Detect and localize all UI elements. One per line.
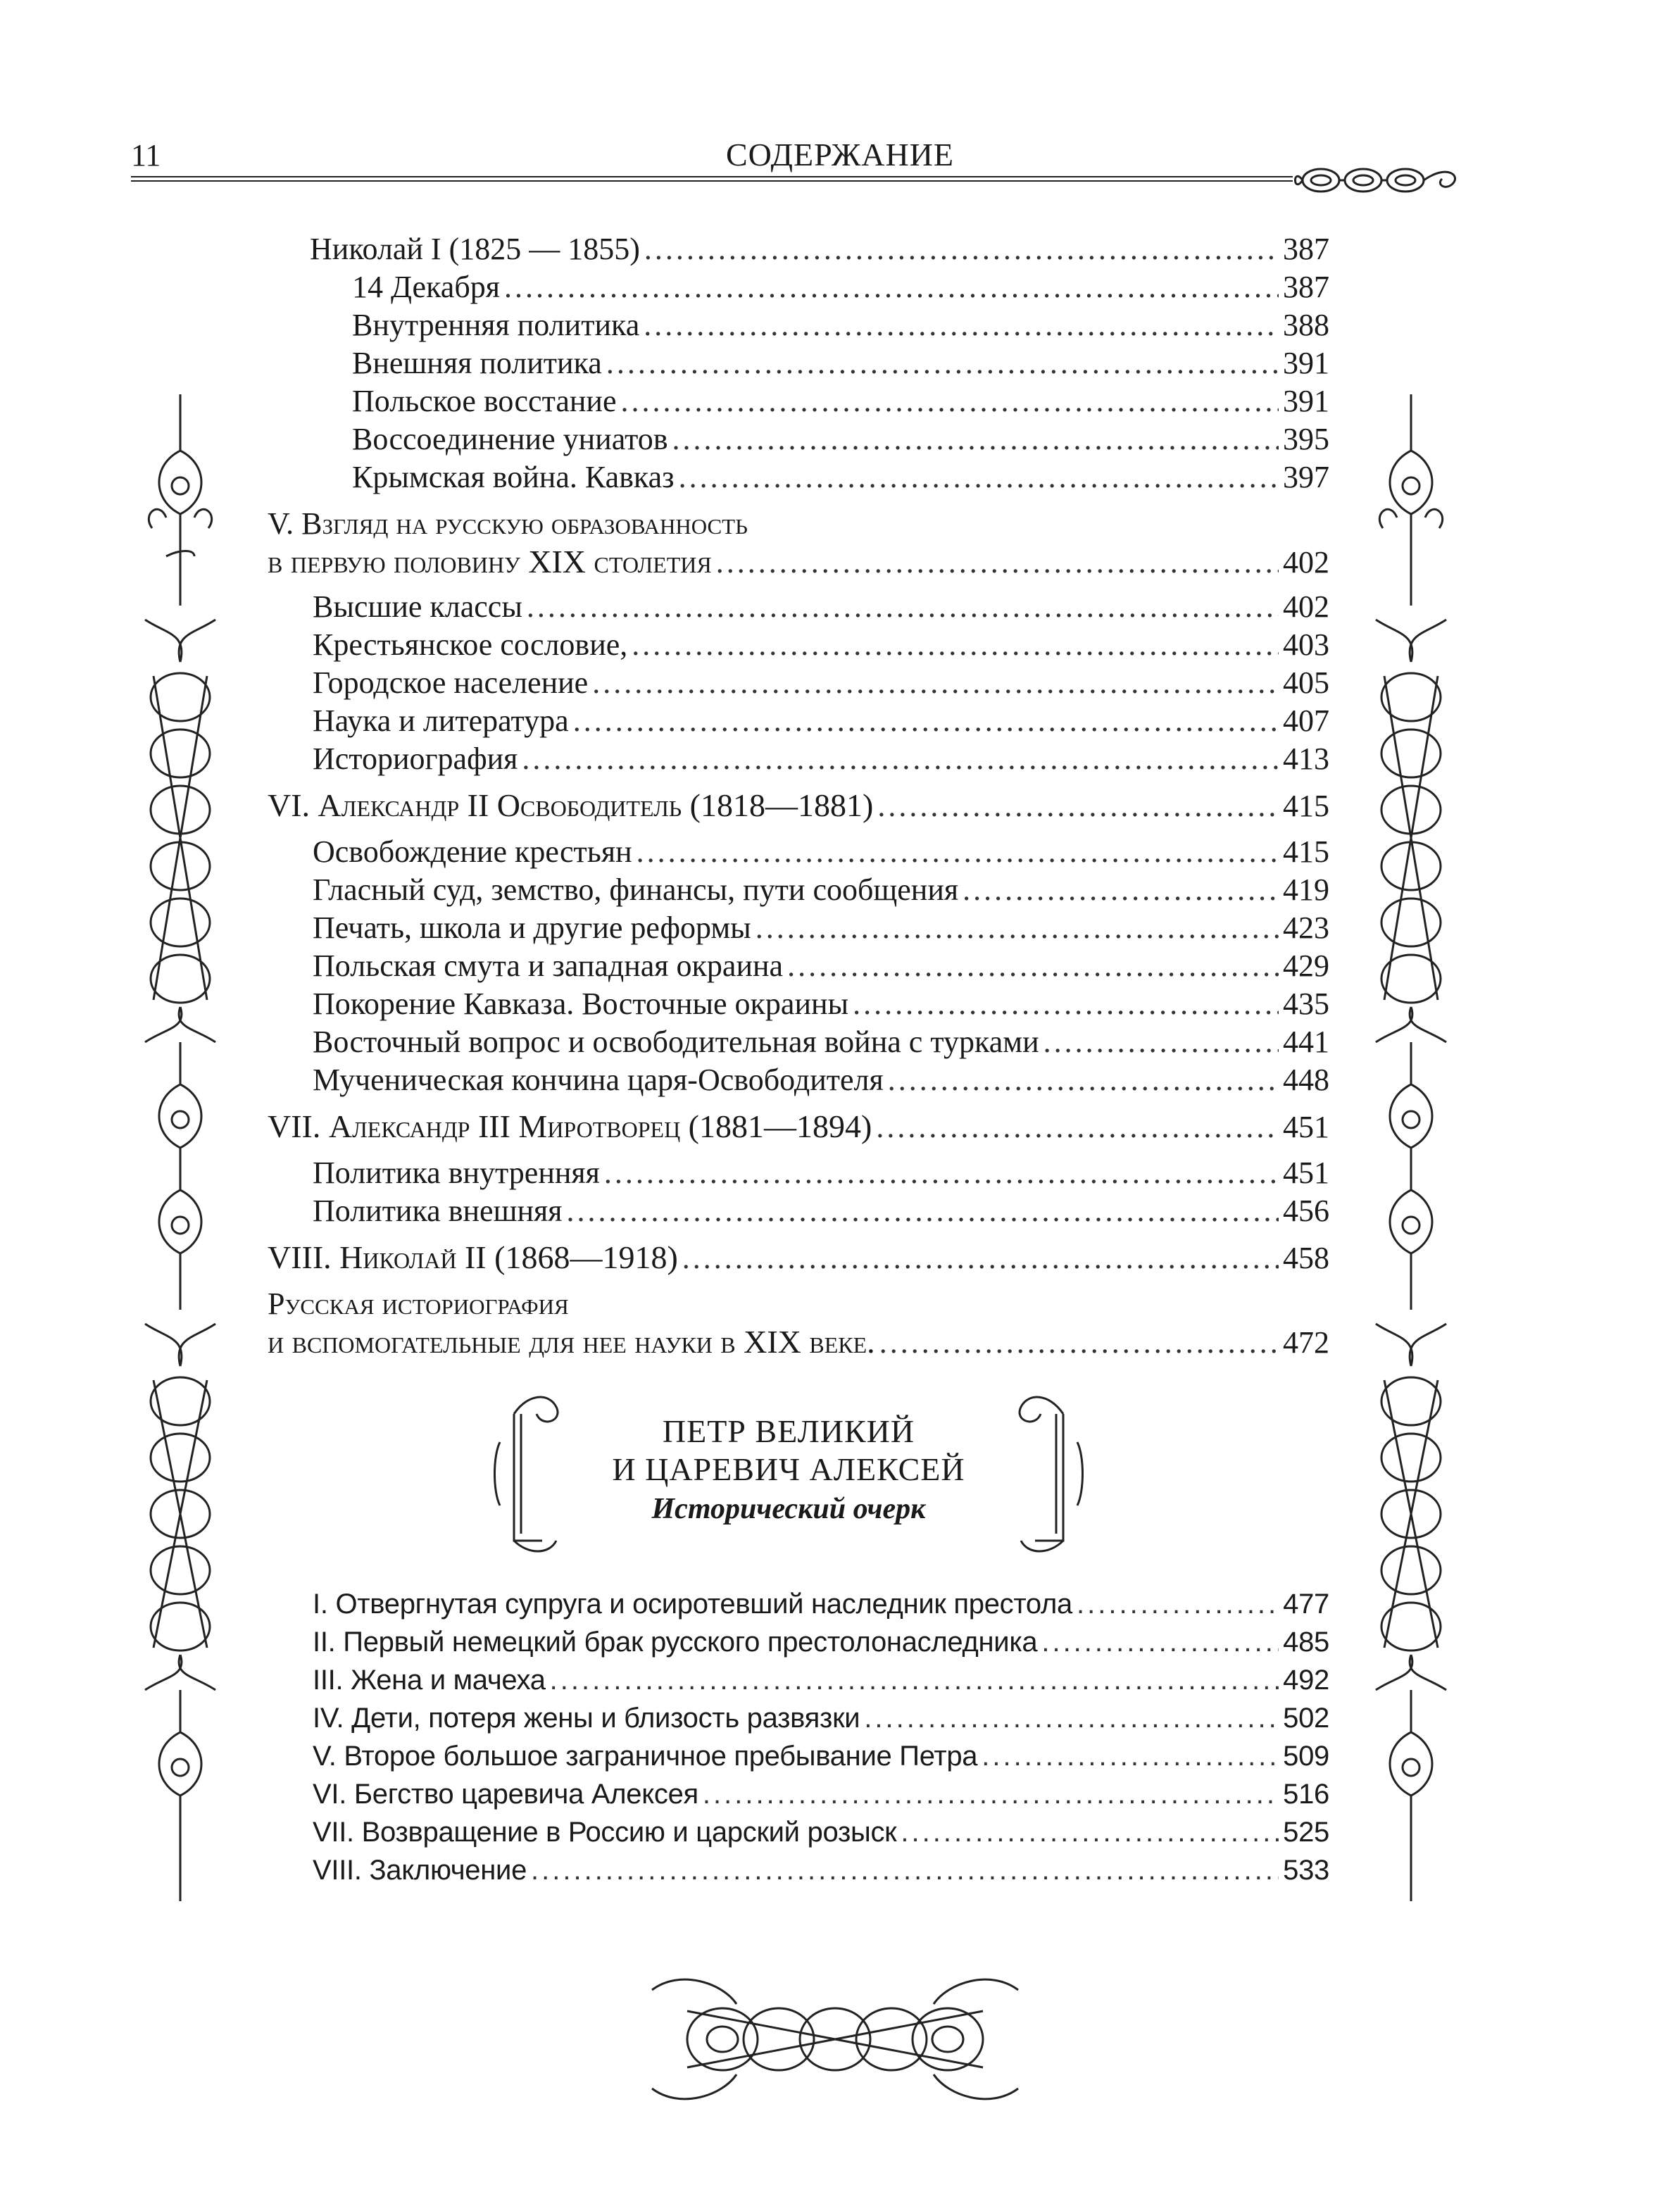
toc-entry: [268, 1239, 1329, 1277]
toc-leader: [853, 986, 1279, 1022]
toc-entry: [313, 986, 1329, 1022]
toc-label: Восточный вопрос и освободительная война с турками: [313, 1025, 1039, 1059]
toc-label: Высшие классы: [313, 589, 522, 624]
toc-label: II. Первый немецкий брак русского престолонаследника: [313, 1627, 1038, 1658]
toc-leader: [1043, 1024, 1279, 1060]
toc-entry: [313, 1814, 1329, 1851]
toc-entry: [313, 1662, 1329, 1698]
toc-leader: [1077, 1586, 1279, 1622]
toc-leader: [644, 231, 1279, 268]
toc-leader: [963, 872, 1279, 908]
toc-page: 395: [1283, 422, 1329, 456]
toc-chapter-title: Русская историография: [268, 1286, 569, 1321]
toc-entry: [268, 787, 1329, 825]
toc-label: Николай I (1825 — 1855): [310, 232, 640, 266]
toc-label: I. Отвергнутая супруга и осиротевший наследник престола: [313, 1589, 1072, 1620]
toc-page: 391: [1283, 384, 1329, 418]
toc-label: Мученическая кончина царя-Освободителя: [313, 1063, 884, 1097]
toc-page: 441: [1283, 1025, 1329, 1059]
toc-label: III. Жена и мачеха: [313, 1665, 546, 1696]
toc-leader: [592, 665, 1279, 701]
toc-entry: [313, 665, 1329, 701]
toc-label: VII. Возвращение в Россию и царский розыск: [313, 1817, 897, 1848]
toc-entry: [313, 1155, 1329, 1191]
toc-label: Гласный суд, земство, финансы, пути сообщения: [313, 872, 959, 907]
toc-entry: [352, 345, 1329, 382]
toc-leader: [876, 1109, 1279, 1146]
toc-label: Крымская война. Кавказ: [352, 460, 675, 494]
toc-page: 402: [1283, 589, 1329, 624]
toc-label: Крестьянское сословие,: [313, 627, 628, 662]
toc-leader: [982, 1738, 1279, 1774]
section-title: И ЦАРЕВИЧ АЛЕКСЕЙ: [612, 1451, 965, 1487]
toc-page: 429: [1283, 948, 1329, 983]
knot-ornament-icon: [1293, 159, 1469, 201]
toc-leader: [621, 383, 1279, 420]
toc-entry: [313, 910, 1329, 946]
toc-label: Освобождение крестьян: [313, 834, 632, 869]
toc-leader: [679, 459, 1279, 496]
toc-page: 485: [1283, 1627, 1329, 1658]
toc-leader: [522, 741, 1279, 777]
toc-label: Покорение Кавказа. Восточные окраины: [313, 987, 849, 1021]
toc-entry: [352, 307, 1329, 344]
toc-leader: [1041, 1624, 1279, 1660]
toc-entry: [313, 1700, 1329, 1736]
toc-label: VI. Бегство царевича Алексея: [313, 1779, 698, 1810]
toc-leader: [716, 544, 1279, 581]
toc-chapter-title: V. Взгляд на русскую образованность: [268, 506, 748, 541]
toc-page: 509: [1283, 1741, 1329, 1772]
toc-leader: [879, 1325, 1279, 1361]
toc-page: 448: [1283, 1063, 1329, 1097]
toc-page: 502: [1283, 1703, 1329, 1734]
toc-leader: [682, 1240, 1279, 1277]
page-number: 11: [131, 138, 161, 173]
toc-entry: [313, 948, 1329, 984]
toc-page: 413: [1283, 741, 1329, 776]
toc-label: Наука и литература: [313, 703, 569, 738]
toc-leader: [606, 345, 1279, 382]
toc-leader: [604, 1155, 1279, 1191]
toc-entry: [313, 703, 1329, 739]
section-subtitle: Исторический очерк: [651, 1493, 926, 1525]
toc-entry: [313, 589, 1329, 625]
left-border-ornament-icon: [138, 394, 342, 1901]
toc-page: 516: [1283, 1779, 1329, 1810]
toc-page: 456: [1283, 1194, 1329, 1228]
toc-label: Городское население: [313, 665, 589, 700]
toc-page: 415: [1283, 789, 1329, 823]
toc-entry: [352, 459, 1329, 496]
toc-leader: [703, 1776, 1279, 1812]
toc-label: V. Второе большое заграничное пребывание Петра: [313, 1741, 978, 1772]
toc-leader: [864, 1700, 1279, 1736]
toc-entry: [313, 1624, 1329, 1660]
toc-label: в первую половину XIX столетия: [268, 544, 712, 580]
toc-entry: [313, 834, 1329, 870]
toc-leader: [573, 703, 1279, 739]
toc-label: IV. Дети, потеря жены и близость развязки: [313, 1703, 860, 1734]
toc-leader: [504, 269, 1279, 306]
section-heading-box: [493, 1386, 1084, 1559]
toc-label: Печать, школа и другие реформы: [313, 910, 751, 945]
toc-page: 407: [1283, 703, 1329, 738]
toc-entry: [313, 1852, 1329, 1889]
toc-entry: [313, 627, 1329, 663]
toc-page: 387: [1283, 270, 1329, 304]
toc-leader: [632, 627, 1279, 663]
toc-page: 533: [1283, 1855, 1329, 1886]
toc-entry: [268, 544, 1329, 581]
toc-label: Воссоединение униатов: [352, 422, 668, 456]
toc-label: Историография: [313, 741, 518, 776]
toc-page: 415: [1283, 834, 1329, 869]
toc-entry: [313, 1776, 1329, 1812]
toc-page: 403: [1283, 627, 1329, 662]
toc-entry: [313, 1062, 1329, 1098]
toc-entry: [310, 231, 1329, 268]
toc-page: 388: [1283, 308, 1329, 342]
knot-tailpiece-icon: [638, 1969, 1032, 2110]
toc-page: 397: [1283, 460, 1329, 494]
toc-leader: [550, 1662, 1279, 1698]
toc-page: 525: [1283, 1817, 1329, 1848]
toc-page: 458: [1283, 1241, 1329, 1275]
toc-leader: [787, 948, 1279, 984]
toc-label: и вспомогательные для нее науки в XIX веке.: [268, 1324, 875, 1360]
toc-leader: [527, 589, 1279, 625]
toc-entry: [352, 269, 1329, 306]
toc-label: VIII. Николай II (1868—1918): [268, 1239, 678, 1275]
toc-entry: [313, 741, 1329, 777]
toc-page: 402: [1283, 545, 1329, 580]
toc-entry: [268, 1324, 1329, 1361]
toc-page: 391: [1283, 346, 1329, 380]
toc-entry: [313, 872, 1329, 908]
running-head: СОДЕРЖАНИЕ: [725, 137, 955, 173]
toc-label: Внешняя политика: [352, 346, 602, 380]
section-title: ПЕТР ВЕЛИКИЙ: [662, 1413, 915, 1449]
toc-label: VIII. Заключение: [313, 1855, 527, 1886]
toc-leader: [637, 834, 1279, 870]
toc-page: 387: [1283, 232, 1329, 266]
toc-leader: [672, 421, 1279, 458]
toc-entry: [352, 421, 1329, 458]
toc-entry: [313, 1193, 1329, 1229]
toc-label: 14 Декабря: [352, 270, 500, 304]
toc-entry: [352, 383, 1329, 420]
toc-leader: [877, 788, 1279, 825]
toc-page: 405: [1283, 665, 1329, 700]
toc-label: VII. Александр III Миротворец (1881—1894): [268, 1108, 872, 1144]
toc-label: Политика внутренняя: [313, 1156, 600, 1190]
toc-label: Польская смута и западная окраина: [313, 948, 784, 983]
toc-leader: [644, 307, 1279, 344]
toc-leader: [531, 1852, 1279, 1889]
toc-entry: [313, 1738, 1329, 1774]
toc-page: 419: [1283, 872, 1329, 907]
toc-page: 423: [1283, 910, 1329, 945]
toc-label: Польское восстание: [352, 384, 617, 418]
toc-page: 451: [1283, 1110, 1329, 1144]
toc-page: 451: [1283, 1156, 1329, 1190]
header-rule: [131, 176, 1293, 182]
toc-page: 477: [1283, 1589, 1329, 1620]
toc-label: Политика внешняя: [313, 1194, 563, 1228]
toc-page: 472: [1283, 1325, 1329, 1360]
toc-label: Внутренняя политика: [352, 308, 640, 342]
toc-entry: [313, 1586, 1329, 1622]
toc-page: 492: [1283, 1665, 1329, 1696]
toc-entry: [268, 1108, 1329, 1146]
toc-leader: [901, 1814, 1279, 1851]
toc-page: 435: [1283, 987, 1329, 1021]
toc-leader: [566, 1193, 1279, 1229]
toc-entry: [313, 1024, 1329, 1060]
toc-label: VI. Александр II Освободитель (1818—1881): [268, 787, 874, 823]
toc-leader: [888, 1062, 1279, 1098]
toc-leader: [756, 910, 1279, 946]
right-border-ornament-icon: [1341, 394, 1545, 1901]
